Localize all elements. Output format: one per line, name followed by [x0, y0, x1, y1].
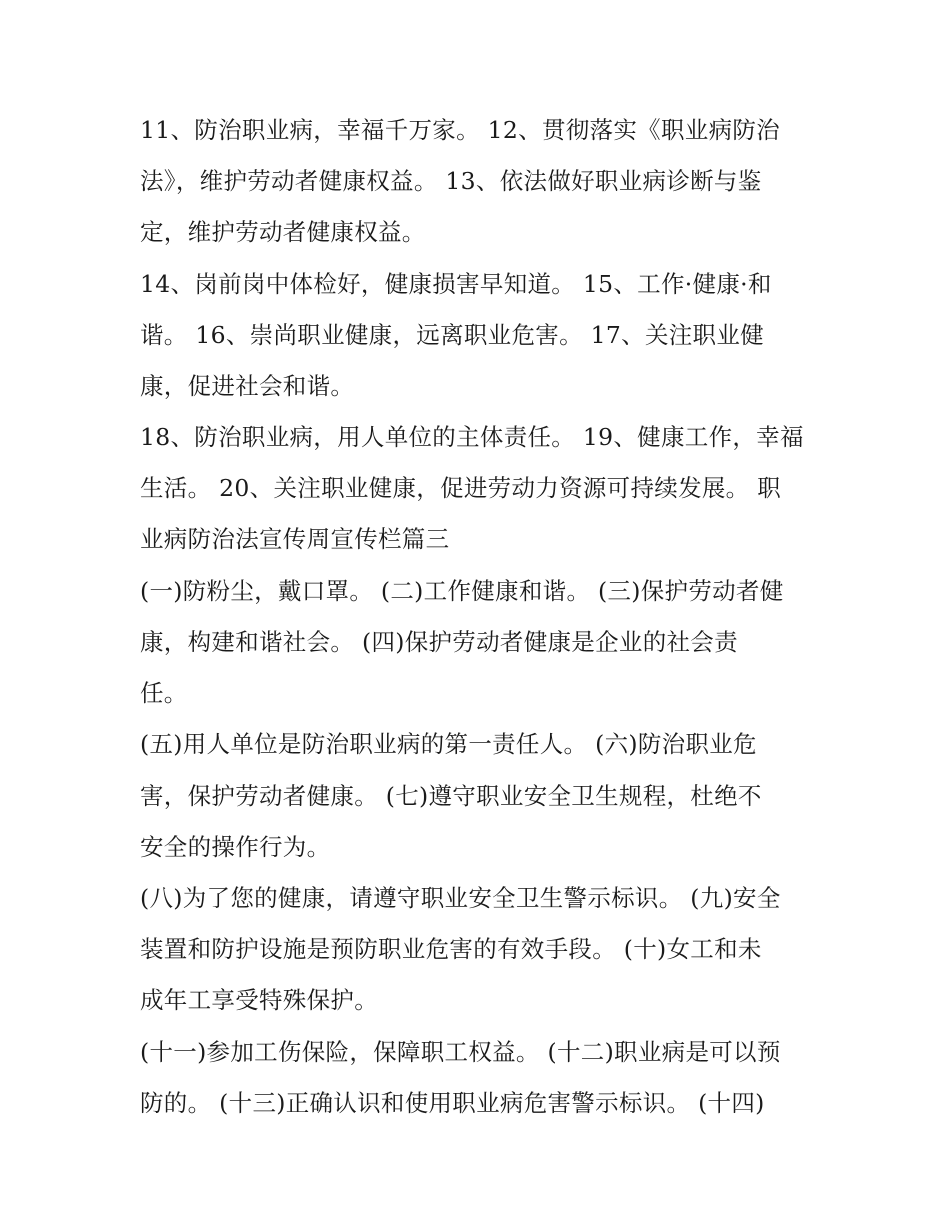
text-line-1: 11、防治职业病，幸福千万家。 12、贯彻落实《职业病防治 — [140, 116, 780, 144]
text-line-15: 安全的操作行为。 — [140, 833, 331, 861]
text-line-18: 成年工享受特殊保护。 — [140, 986, 378, 1014]
text-line-6: 康，促进社会和谐。 — [140, 372, 355, 400]
text-line-11: 康，构建和谐社会。 (四)保护劳动者健康是企业的社会责 — [140, 628, 738, 656]
text-line-16: (八)为了您的健康，请遵守职业安全卫生警示标识。 (九)安全 — [140, 884, 781, 912]
text-line-12: 任。 — [140, 679, 188, 707]
text-line-7: 18、防治职业病，用人单位的主体责任。 19、健康工作，幸福 — [140, 423, 804, 451]
text-line-8: 生活。 20、关注职业健康，促进劳动力资源可持续发展。 职 — [140, 474, 782, 502]
text-line-5: 谐。 16、崇尚职业健康，远离职业危害。 17、关注职业健 — [140, 321, 764, 349]
text-line-4: 14、岗前岗中体检好，健康损害早知道。 15、工作·健康·和 — [140, 270, 772, 298]
text-line-13: (五)用人单位是防治职业病的第一责任人。 (六)防治职业危 — [140, 730, 757, 758]
text-line-20: 防的。 (十三)正确认识和使用职业病危害警示标识。 (十四) — [140, 1089, 765, 1117]
text-line-17: 装置和防护设施是预防职业危害的有效手段。 (十)女工和未 — [140, 935, 762, 963]
text-line-19: (十一)参加工伤保险，保障职工权益。 (十二)职业病是可以预 — [140, 1038, 781, 1066]
text-line-10: (一)防粉尘，戴口罩。 (二)工作健康和谐。 (三)保护劳动者健 — [140, 577, 784, 605]
text-line-2: 法》，维护劳动者健康权益。 13、依法做好职业病诊断与鉴 — [140, 167, 762, 195]
text-line-9: 业病防治法宣传周宣传栏篇三 — [140, 525, 450, 553]
text-line-3: 定，维护劳动者健康权益。 — [140, 218, 426, 246]
text-line-14: 害，保护劳动者健康。 (七)遵守职业安全卫生规程，杜绝不 — [140, 782, 762, 810]
